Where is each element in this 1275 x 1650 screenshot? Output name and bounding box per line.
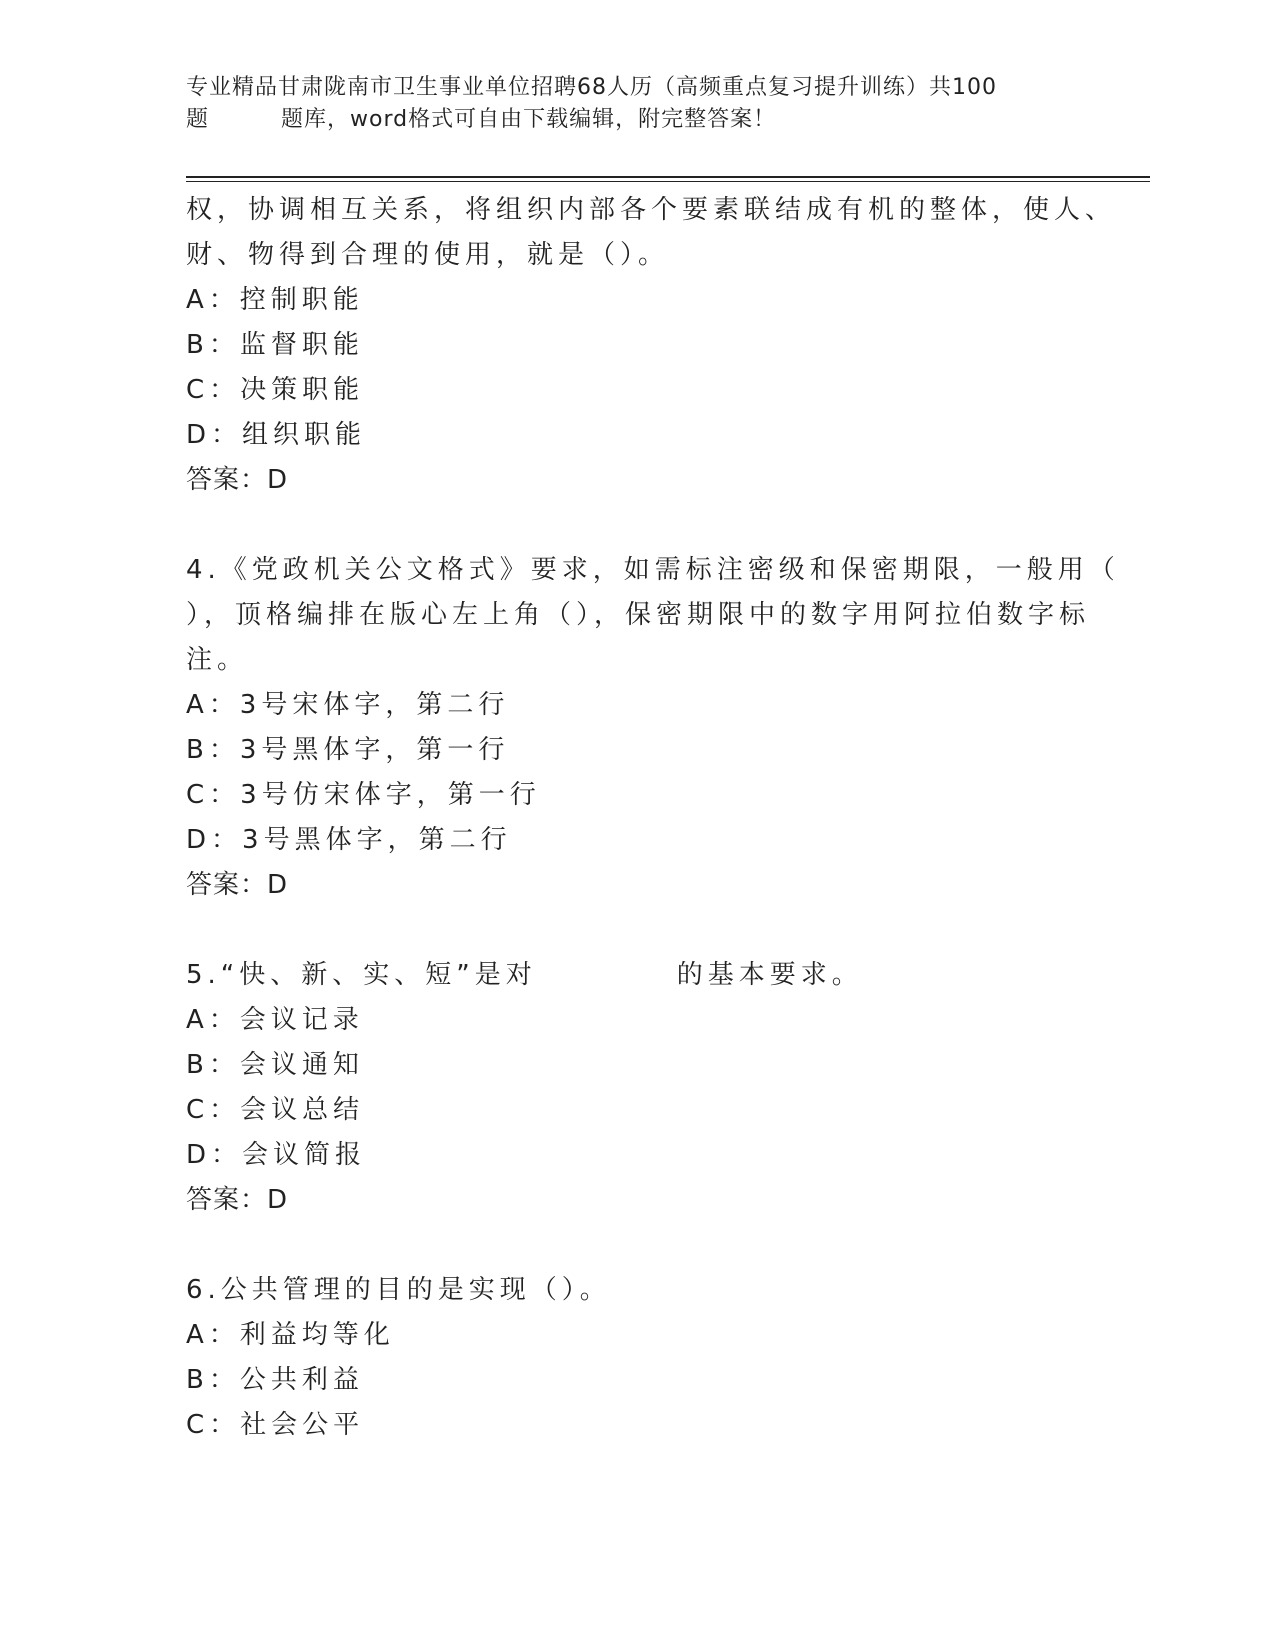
header-title-line2 — [186, 104, 1066, 136]
document-body — [186, 188, 1120, 1448]
header-divider-thick — [186, 176, 1150, 178]
option-b: B：监督职能 — [186, 330, 364, 360]
option-d: D：3号黑体字，第二行 — [186, 825, 512, 855]
option-b: B：会议通知 — [186, 1050, 364, 1080]
option-c: C：会议总结 — [186, 1095, 365, 1125]
option-b: B：公共利益 — [186, 1365, 364, 1395]
option-c: C：决策职能 — [186, 375, 365, 405]
header-title-line1: 专业精品甘肃陇南市卫生事业单位招聘68人历（高频重点复习提升训练）共100 — [186, 75, 997, 100]
question-4 — [186, 548, 1120, 908]
question-3 — [186, 188, 1117, 503]
option-d: D：组织职能 — [186, 420, 367, 450]
option-a: A：利益均等化 — [186, 1320, 395, 1350]
header-title-line2-start: 题 — [186, 107, 210, 132]
question-stem — [186, 953, 1086, 998]
answer-line: 答案：D — [186, 870, 289, 900]
question-stem: ），顶格编排在版心左上角（），保密期限中的数字用阿拉伯数字标 — [186, 600, 1091, 630]
option-a: A：3号宋体字，第二行 — [186, 690, 510, 720]
answer-line: 答案：D — [186, 465, 289, 495]
option-c: C：3号仿宋体字，第一行 — [186, 780, 541, 810]
answer-line: 答案：D — [186, 1185, 289, 1215]
option-a: A：会议记录 — [186, 1005, 364, 1035]
question-stem: 权，协调相互关系，将组织内部各个要素联结成有机的整体，使人、 — [186, 195, 1117, 225]
question-stem: 4.《党政机关公文格式》要求，如需标注密级和保密期限，一般用（ — [186, 555, 1120, 585]
question-stem: 财、物得到合理的使用，就是（）。 — [186, 240, 670, 270]
header-divider-thin — [186, 181, 1150, 182]
question-6 — [186, 1268, 1086, 1448]
option-d: D：会议简报 — [186, 1140, 367, 1170]
question-stem-end: 的基本要求。 — [676, 960, 863, 990]
question-stem: 6.公共管理的目的是实现（）。 — [186, 1275, 611, 1305]
question-stem: 注。 — [186, 645, 249, 675]
question-5 — [186, 953, 1086, 1223]
option-a: A：控制职能 — [186, 285, 364, 315]
question-stem-start: 5.“快、新、实、短”是对 — [186, 960, 537, 990]
option-c: C：社会公平 — [186, 1410, 365, 1440]
page-header — [186, 72, 1066, 136]
option-b: B：3号黑体字，第一行 — [186, 735, 510, 765]
header-title-line2-rest: 题库，word格式可自由下载编辑，附完整答案！ — [281, 107, 777, 132]
